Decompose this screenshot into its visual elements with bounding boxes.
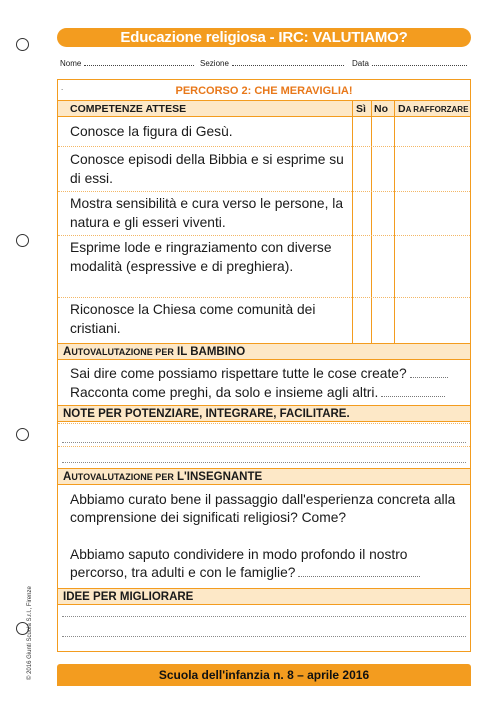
table-header <box>58 100 470 117</box>
name-label: Nome <box>60 59 82 68</box>
col-divider-2 <box>371 100 372 343</box>
bambino-question-1: Sai dire come possiamo rispettare tutte le cose create? <box>70 365 466 383</box>
answer-line[interactable] <box>381 389 445 397</box>
name-field[interactable] <box>60 59 194 68</box>
note-line-2[interactable] <box>62 462 466 463</box>
row-divider <box>58 146 470 147</box>
bambino-heading: AUTOVALUTAZIONE PER IL BAMBINO <box>58 343 470 360</box>
percorso-mark: . <box>61 83 64 92</box>
copyright-note: © 2016 Giunti Scuola S.r.l., Firenze <box>27 586 33 680</box>
idee-line-1[interactable] <box>62 616 466 617</box>
table-row: Esprime lode e ringraziamento con diverse modalità (espressive e di preghiera). <box>70 240 332 274</box>
percorso-title: PERCORSO 2: CHE MERAVIGLIA! <box>175 85 353 97</box>
binder-hole-2 <box>16 234 29 247</box>
table-row: Conosce episodi della Bibbia e si esprime su di essi. <box>70 152 344 186</box>
date-field[interactable] <box>352 59 467 68</box>
col-da-first: D <box>398 103 406 115</box>
row-divider <box>58 297 470 298</box>
idee-line-2[interactable] <box>62 636 466 637</box>
insegnante-question-2: Abbiamo saputo condividere in modo profondo il nostro percorso, tra adulti e con le famiglie? <box>70 546 466 582</box>
footer-bar: Scuola dell'infanzia n. 8 – aprile 2016 <box>57 664 471 686</box>
page-title: Educazione religiosa - IRC: VALUTIAMO? <box>57 28 471 47</box>
insegnante-question-1: Abbiamo curato bene il passaggio dall'esperienza concreta alla comprensione dei significati religiosi? Come? <box>70 492 456 525</box>
col-si: Sì <box>356 103 366 115</box>
binder-hole-3 <box>16 428 29 441</box>
idee-heading: IDEE PER MIGLIORARE <box>58 588 470 605</box>
col-no: No <box>374 103 388 115</box>
note-line-1[interactable] <box>62 442 466 443</box>
answer-line[interactable] <box>298 569 420 577</box>
note-heading: NOTE PER POTENZIARE, INTEGRARE, FACILITARE. <box>58 405 470 422</box>
col-divider-3 <box>394 100 395 343</box>
evaluation-sheet <box>57 79 471 652</box>
table-row: Conosce la figura di Gesù. <box>70 124 233 139</box>
answer-line[interactable] <box>410 370 448 378</box>
note-area-top <box>58 423 470 424</box>
table-row: Mostra sensibilità e cura verso le persone, la natura e gli esseri viventi. <box>70 196 344 230</box>
table-row: Riconosce la Chiesa come comunità dei cristiani. <box>70 302 316 336</box>
col-competenze: COMPETENZE ATTESE <box>70 103 187 115</box>
col-da-rafforzare <box>398 102 468 117</box>
row-divider <box>58 191 470 192</box>
date-label: Data <box>352 59 369 68</box>
col-da-rest: A RAFFORZARE <box>405 105 469 114</box>
col-divider-1 <box>352 100 353 343</box>
bambino-question-2: Racconta come preghi, da solo e insieme agli altri. <box>70 384 466 402</box>
section-label: Sezione <box>200 59 229 68</box>
insegnante-heading: AUTOVALUTAZIONE PER L'INSEGNANTE <box>58 468 470 485</box>
section-field[interactable] <box>200 59 344 68</box>
student-info-row <box>57 59 471 71</box>
row-divider <box>58 235 470 236</box>
note-separator <box>58 446 470 447</box>
binder-hole-1 <box>16 38 29 51</box>
